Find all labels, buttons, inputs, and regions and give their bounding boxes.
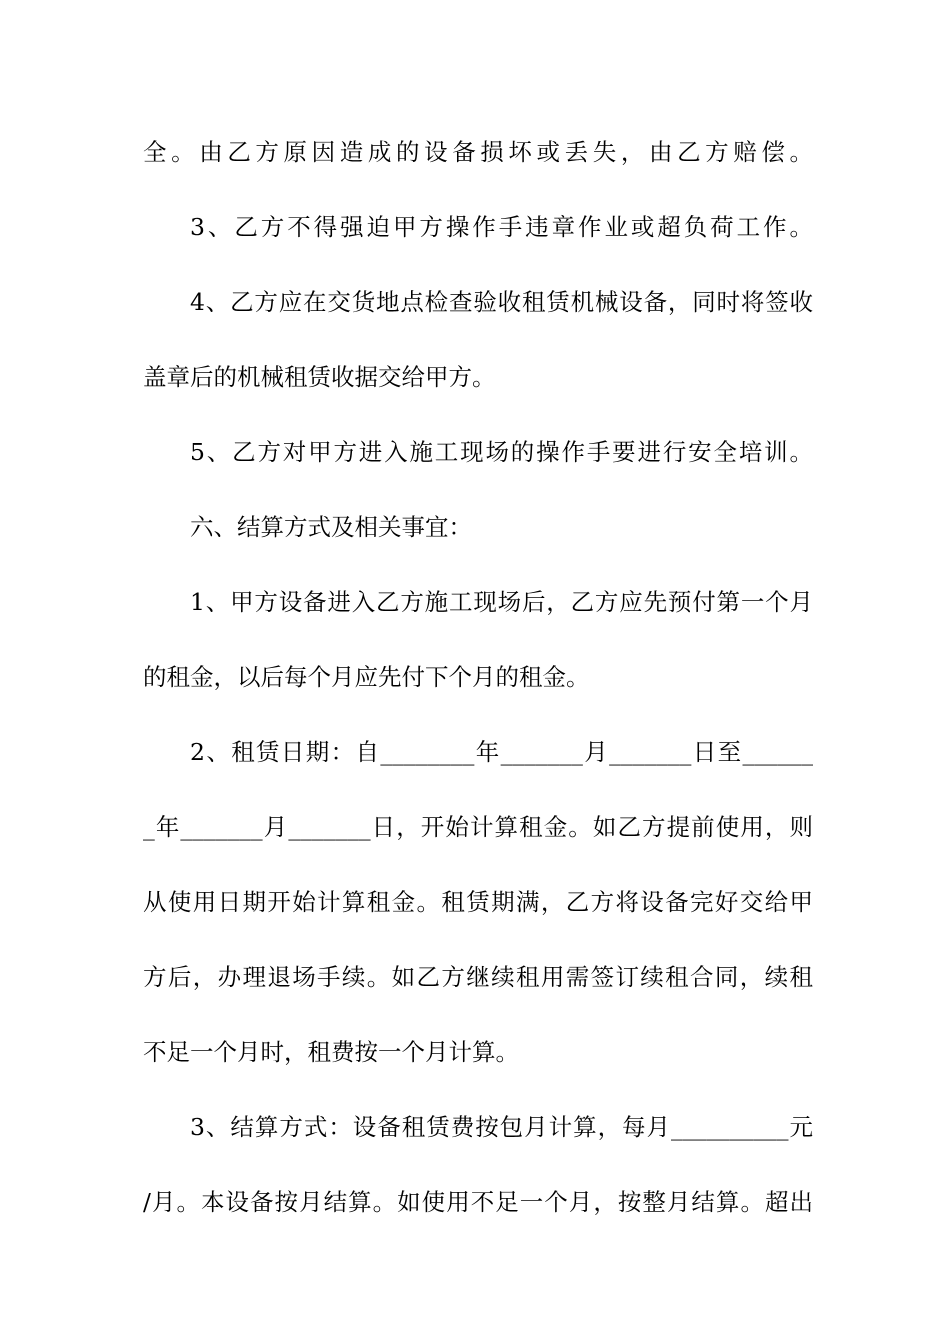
paragraph-line: 不足一个月时，租费按一个月计算。 <box>143 1038 519 1066</box>
paragraph-line: 4、乙方应在交货地点检查验收租赁机械设备，同时将签收 <box>190 288 813 316</box>
paragraph-line: 从使用日期开始计算租金。租赁期满，乙方将设备完好交给甲 <box>143 888 813 916</box>
paragraph-line: _年_______月_______日，开始计算租金。如乙方提前使用，则 <box>143 813 813 841</box>
paragraph-line: 3、结算方式：设备租赁费按包月计算，每月__________元 <box>190 1113 813 1141</box>
section-heading: 六、结算方式及相关事宜： <box>190 513 472 541</box>
paragraph-line: 2、租赁日期：自________年_______月_______日至______ <box>190 738 813 766</box>
paragraph-line: 1、甲方设备进入乙方施工现场后，乙方应先预付第一个月 <box>190 588 813 616</box>
paragraph-line: 的租金，以后每个月应先付下个月的租金。 <box>143 663 590 691</box>
paragraph-line: 3、乙方不得强迫甲方操作手违章作业或超负荷工作。 <box>190 213 813 241</box>
paragraph-line: /月。本设备按月结算。如使用不足一个月，按整月结算。超出 <box>143 1188 813 1216</box>
paragraph-line: 全。由乙方原因造成的设备损坏或丢失，由乙方赔偿。 <box>143 138 813 166</box>
paragraph-line: 5、乙方对甲方进入施工现场的操作手要进行安全培训。 <box>190 438 813 466</box>
paragraph-line: 盖章后的机械租赁收据交给甲方。 <box>143 363 496 391</box>
paragraph-line: 方后，办理退场手续。如乙方继续租用需签订续租合同，续租 <box>143 963 813 991</box>
